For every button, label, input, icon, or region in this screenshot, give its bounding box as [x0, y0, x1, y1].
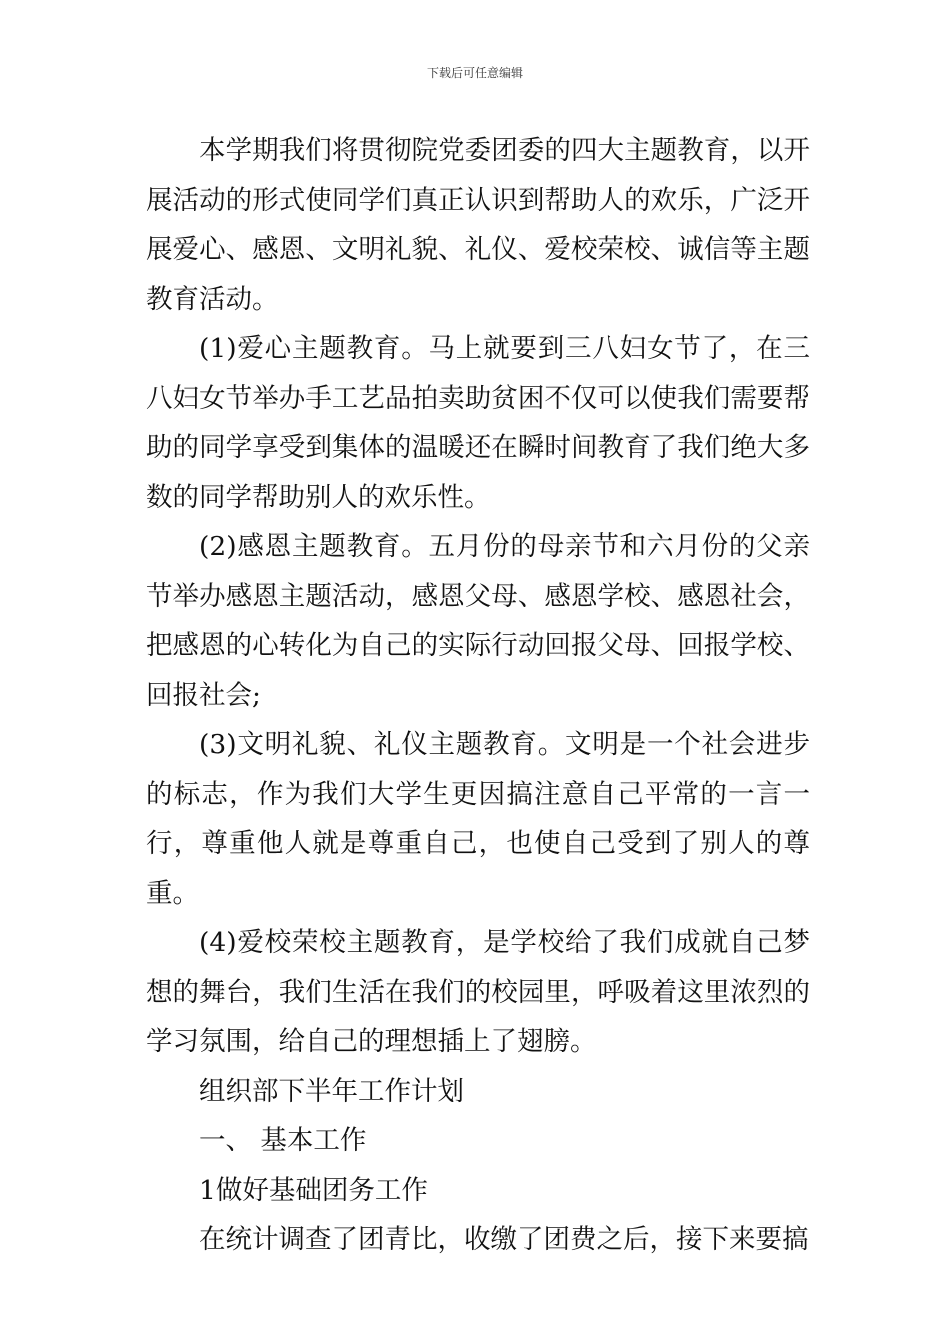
- document-body: [146, 126, 810, 1265]
- page-header: 下载后可任意编辑: [426, 66, 523, 80]
- section-title: 组织部下半年工作计划: [199, 1075, 464, 1107]
- paragraph-intro: 本学期我们将贯彻院党委团委的四大主题教育，以开展活动的形式使同学们真正认识到帮助人的欢乐，广泛开展爱心、感恩、文明礼貌、礼仪、爱校荣校、诚信等主题教育活动。: [146, 135, 810, 315]
- paragraph-gratitude-education: (2)感恩主题教育。五月份的母亲节和六月份的父亲节举办感恩主题活动，感恩父母、感恩学校、感恩社会，把感恩的心转化为自己的实际行动回报父母、回报学校、回报社会;: [146, 531, 810, 711]
- heading-basic-work: 一、 基本工作: [199, 1125, 367, 1156]
- subheading-league-affairs: 1做好基础团务工作: [199, 1174, 428, 1206]
- paragraph-school-pride-education: (4)爱校荣校主题教育，是学校给了我们成就自己梦想的舞台，我们生活在我们的校园里，呼吸着这里浓烈的学习氛围，给自己的理想插上了翅膀。: [146, 927, 810, 1057]
- paragraph-last-line: 在统计调查了团青比，收缴了团费之后，接下来要搞: [199, 1224, 809, 1255]
- paragraph-love-education: (1)爱心主题教育。马上就要到三八妇女节了，在三八妇女节举办手工艺品拍卖助贫困不仅可以使我们需要帮助的同学享受到集体的温暖还在瞬时间教育了我们绝大多数的同学帮助别人的欢乐性。: [146, 333, 810, 513]
- paragraph-civility-education: (3)文明礼貌、礼仪主题教育。文明是一个社会进步的标志，作为我们大学生更因搞注意自己平常的一言一行，尊重他人就是尊重自己，也使自己受到了别人的尊重。: [146, 729, 810, 909]
